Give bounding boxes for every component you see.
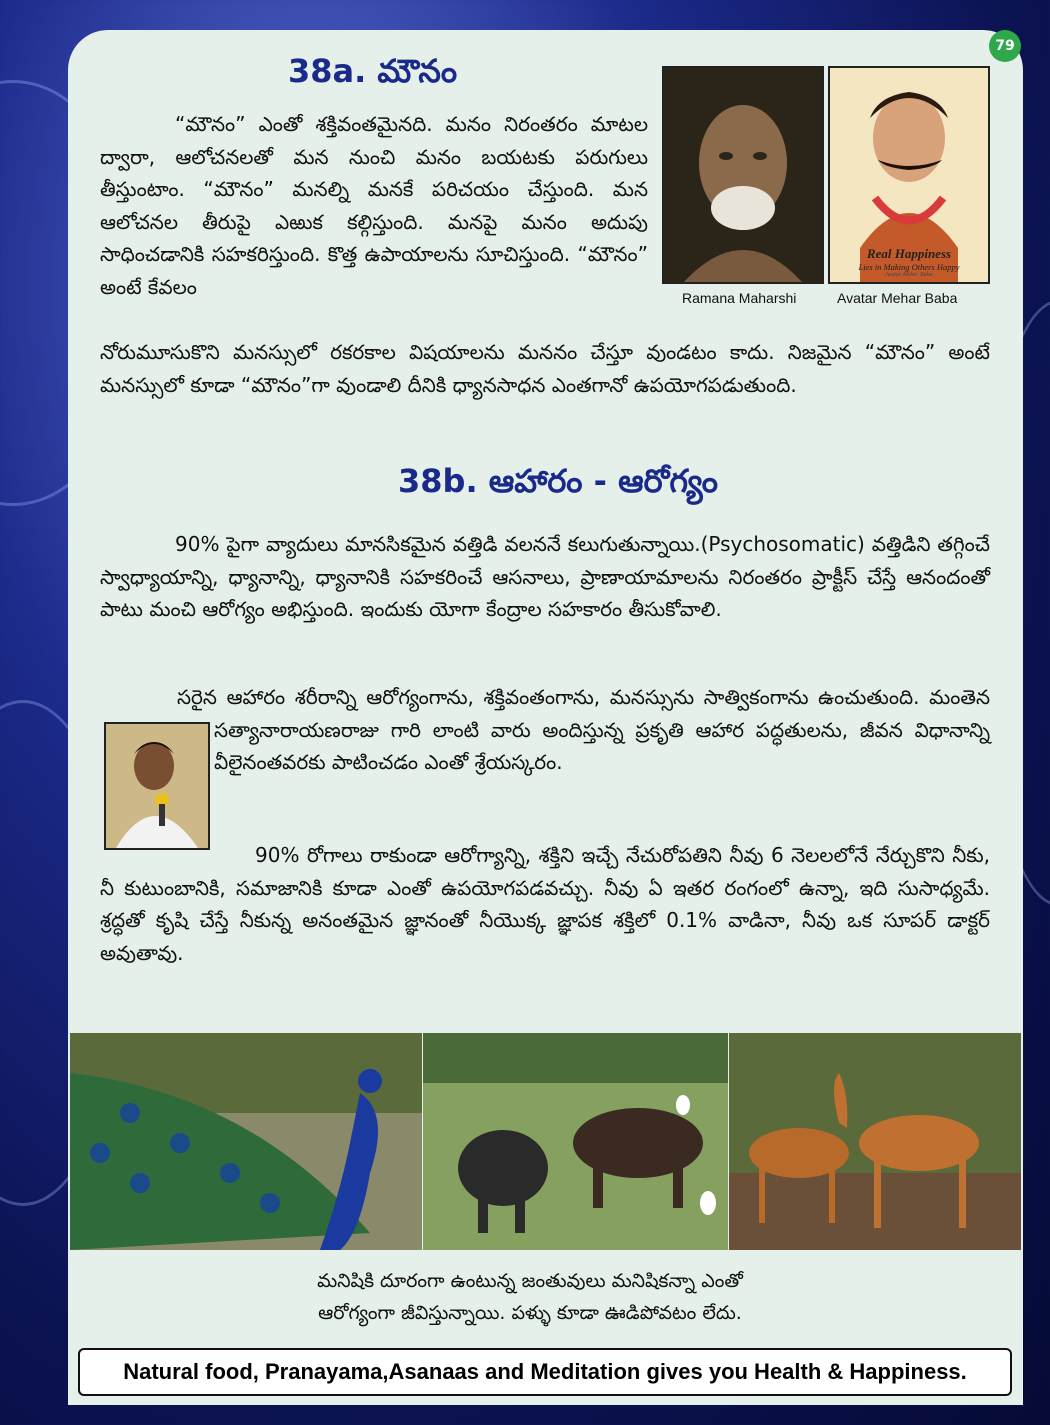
section-b-paragraph-2: సరైన ఆహారం శరీరాన్ని ఆరోగ్యంగాను, శక్తివంతంగాను, మనస్సును సాత్వికంగాను ఉంచుతుంది. మంతెన సత్యానారాయణరాజు గారి లాంటి వారు అందిస్తున్న ప్రకృతి ఆహార పద్ధతులను, జీవన విధానాన్ని వీలైనంతవరకు పాటించడం ఎంతో శ్రేయస్కరం. bbox=[177, 685, 990, 774]
section-a-paragraph-1: “మౌనం” ఎంతో శక్తివంతమైనది. మనం నిరంతరం మాటల ద్వారా, ఆలోచనలతో మన నుంచి మనం బయటకు పరుగులు తీస్తుంటాం. “మౌనం” మనల్ని మనకే పరిచయం చేస్తుంది. మన ఆలోచనల తీరుపై ఎఱుక కల్గిస్తుంది. మనపై మనం అదుపు సాధించడానికి సహకరిస్తుంది. కొత్త ఉపాయాలను సూచిస్తుంది. “మౌనం” అంటే కేవలం bbox=[100, 112, 648, 299]
ramana-maharshi-photo bbox=[662, 66, 824, 284]
deer-photo bbox=[729, 1033, 1021, 1250]
bottom-caption-line-2: ఆరోగ్యంగా జీవిస్తున్నాయి. పళ్ళు కూడా ఊడిపోవటం లేదు. bbox=[318, 1302, 742, 1324]
peacock-photo bbox=[70, 1033, 422, 1250]
poster-line-1: Real Happiness bbox=[866, 246, 952, 261]
bottom-caption-line-1: మనిషికి దూరంగా ఉంటున్న జంతువులు మనిషికన్నా ఎంతో bbox=[317, 1270, 743, 1292]
footer-banner: Natural food, Pranayama,Asanaas and Meditation gives you Health & Happiness. bbox=[78, 1348, 1012, 1396]
poster-signature: Avatar Meher Baba bbox=[885, 272, 933, 278]
section-b-paragraph-3: 90% రోగాలు రాకుండా ఆరోగ్యాన్ని, శక్తిని ఇచ్చే నేచురోపతిని నీవు 6 నెలలలోనే నేర్చుకొని నీకు, నీ కుటుంబానికి, సమాజానికి కూడా ఎంతో ఉపయోగపడవచ్చు. నీవు ఏ ఇతర రంగంలో ఉన్నా, ఇది సుసాధ్యమే. శ్రద్ధతో కృషి చేస్తే నీకున్న అనంతమైన జ్ఞానంతో నీయొక్క జ్ఞాపక శక్తిలో 0.1% వాడినా, నీవు ఒక సూపర్ డాక్టర్ అవుతావు. bbox=[100, 843, 990, 965]
ramana-caption: Ramana Maharshi bbox=[682, 290, 797, 306]
buffalo-photo bbox=[423, 1033, 728, 1250]
bottom-caption bbox=[200, 1265, 860, 1329]
mehar-caption: Avatar Mehar Baba bbox=[837, 290, 958, 306]
section-a-title: 38a. మౌనం bbox=[288, 52, 458, 90]
page-number-badge: 79 bbox=[989, 30, 1021, 62]
poster-line-2: Lies in Making Others Happy bbox=[858, 262, 960, 272]
section-b-title: 38b. ఆహారం - ఆరోగ్యం bbox=[398, 462, 718, 500]
avatar-mehar-baba-photo bbox=[828, 66, 990, 284]
section-a-paragraph-2: నోరుమూసుకొని మనస్సులో రకరకాల విషయాలను మననం చేస్తూ వుండటం కాదు. నిజమైన “మౌనం” అంటే మనస్సులో కూడా “మౌనం”గా వుండాలి దీనికి ధ్యానసాధన ఎంతగానో ఉపయోగపడుతుంది. bbox=[100, 340, 990, 397]
section-b-paragraph-1: 90% పైగా వ్యాదులు మానసికమైన వత్తిడి వలననే కలుగుతున్నాయి.(Psychosomatic) వత్తిడిని తగ్గించే స్వాధ్యాయాన్ని, ధ్యానాన్ని, ధ్యానానికి సహకరించే ఆసనాలు, ప్రాణాయామాలను నిరంతరం ప్రాక్టీస్ చేస్తే ఆనందంతో పాటు మంచి ఆరోగ్యం అభిస్తుంది. ఇందుకు యోగా కేంద్రాల సహకారం తీసుకోవాలి. bbox=[100, 532, 990, 621]
speaker-photo bbox=[104, 722, 210, 850]
